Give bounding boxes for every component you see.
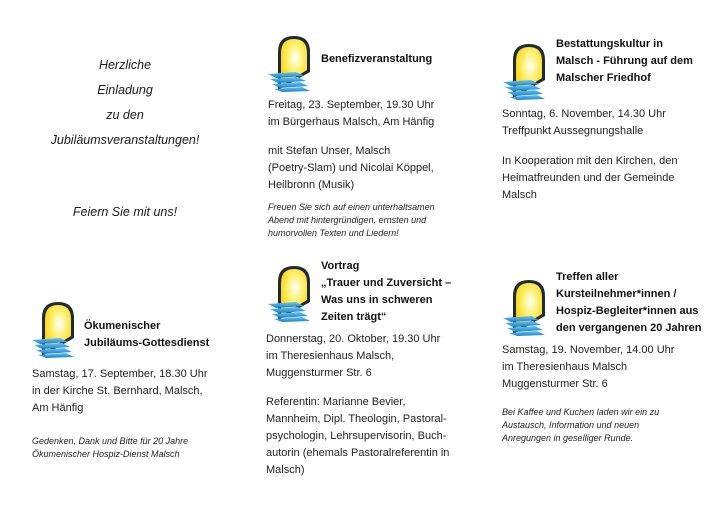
event-note: Gedenken, Dank und Bitte für 20 Jahre Ökumenischer Hospiz-Dienst Malsch	[32, 436, 189, 459]
intro	[30, 53, 220, 153]
hospice-logo-icon	[503, 276, 551, 336]
intro-line: Herzliche	[98, 58, 152, 72]
event-extra: In Kooperation mit den Kirchen, den Heimatfreunden und der Gemeinde Malsch	[502, 155, 678, 201]
event-extra: Referentin: Marianne Bevier, Mannheim, Dipl. Theologin, Pastoral- psychologin, Lehrsupervisorin, Buch- autorin (ehemals Pastoralreferentin in Malsch)	[266, 396, 450, 476]
event-details: Sonntag, 6. November, 14.30 Uhr Treffpunkt Aussegnungshalle	[502, 108, 666, 137]
hospice-logo-icon	[503, 40, 551, 100]
event-title: Vortrag „Trauer und Zuversicht – Was uns in schweren Zeiten trägt“	[321, 260, 452, 323]
intro-closing: Feiern Sie mit uns!	[72, 205, 178, 219]
event-details: Samstag, 19. November, 14.00 Uhr im Theresienhaus Malsch Muggensturmer Str. 6	[502, 344, 675, 390]
hospice-logo-icon	[268, 32, 316, 92]
intro-line: Einladung	[97, 83, 153, 97]
hospice-logo-icon	[32, 298, 80, 358]
event-details: Samstag, 17. September, 18.30 Uhr in der Kirche St. Bernhard, Malsch, Am Hänfig	[32, 368, 208, 414]
event-title: Bestattungskultur in Malsch - Führung auf dem Malscher Friedhof	[556, 38, 693, 84]
event-title: Benefizveranstaltung	[321, 53, 433, 65]
event-title: Treffen aller Kursteilnehmer*innen / Hospiz-Begleiter*innen aus den vergangenen 20 Jahren	[556, 271, 702, 334]
event-details: Donnerstag, 20. Oktober, 19.30 Uhr im Theresienhaus Malsch, Muggensturmer Str. 6	[266, 333, 441, 379]
event-note: Bei Kaffee und Kuchen laden wir ein zu Austausch, Information und neuen Anregungen in geselliger Runde.	[502, 407, 660, 443]
event-details: Freitag, 23. September, 19.30 Uhr im Bürgerhaus Malsch, Am Hänfig	[268, 99, 435, 128]
hospice-logo-icon	[268, 262, 316, 322]
event-note: Freuen Sie sich auf einen unterhaltsamen Abend mit hintergründigen, ernsten und humorvollen Texten und Liedern!	[268, 202, 435, 238]
event-extra: mit Stefan Unser, Malsch (Poetry-Slam) und Nicolai Köppel, Heilbronn (Musik)	[268, 145, 434, 191]
intro-line: Jubiläumsveranstaltungen!	[50, 133, 200, 147]
intro-line: zu den	[106, 108, 144, 122]
event-title: Ökumenischer Jubiläums-Gottesdienst	[84, 320, 210, 349]
